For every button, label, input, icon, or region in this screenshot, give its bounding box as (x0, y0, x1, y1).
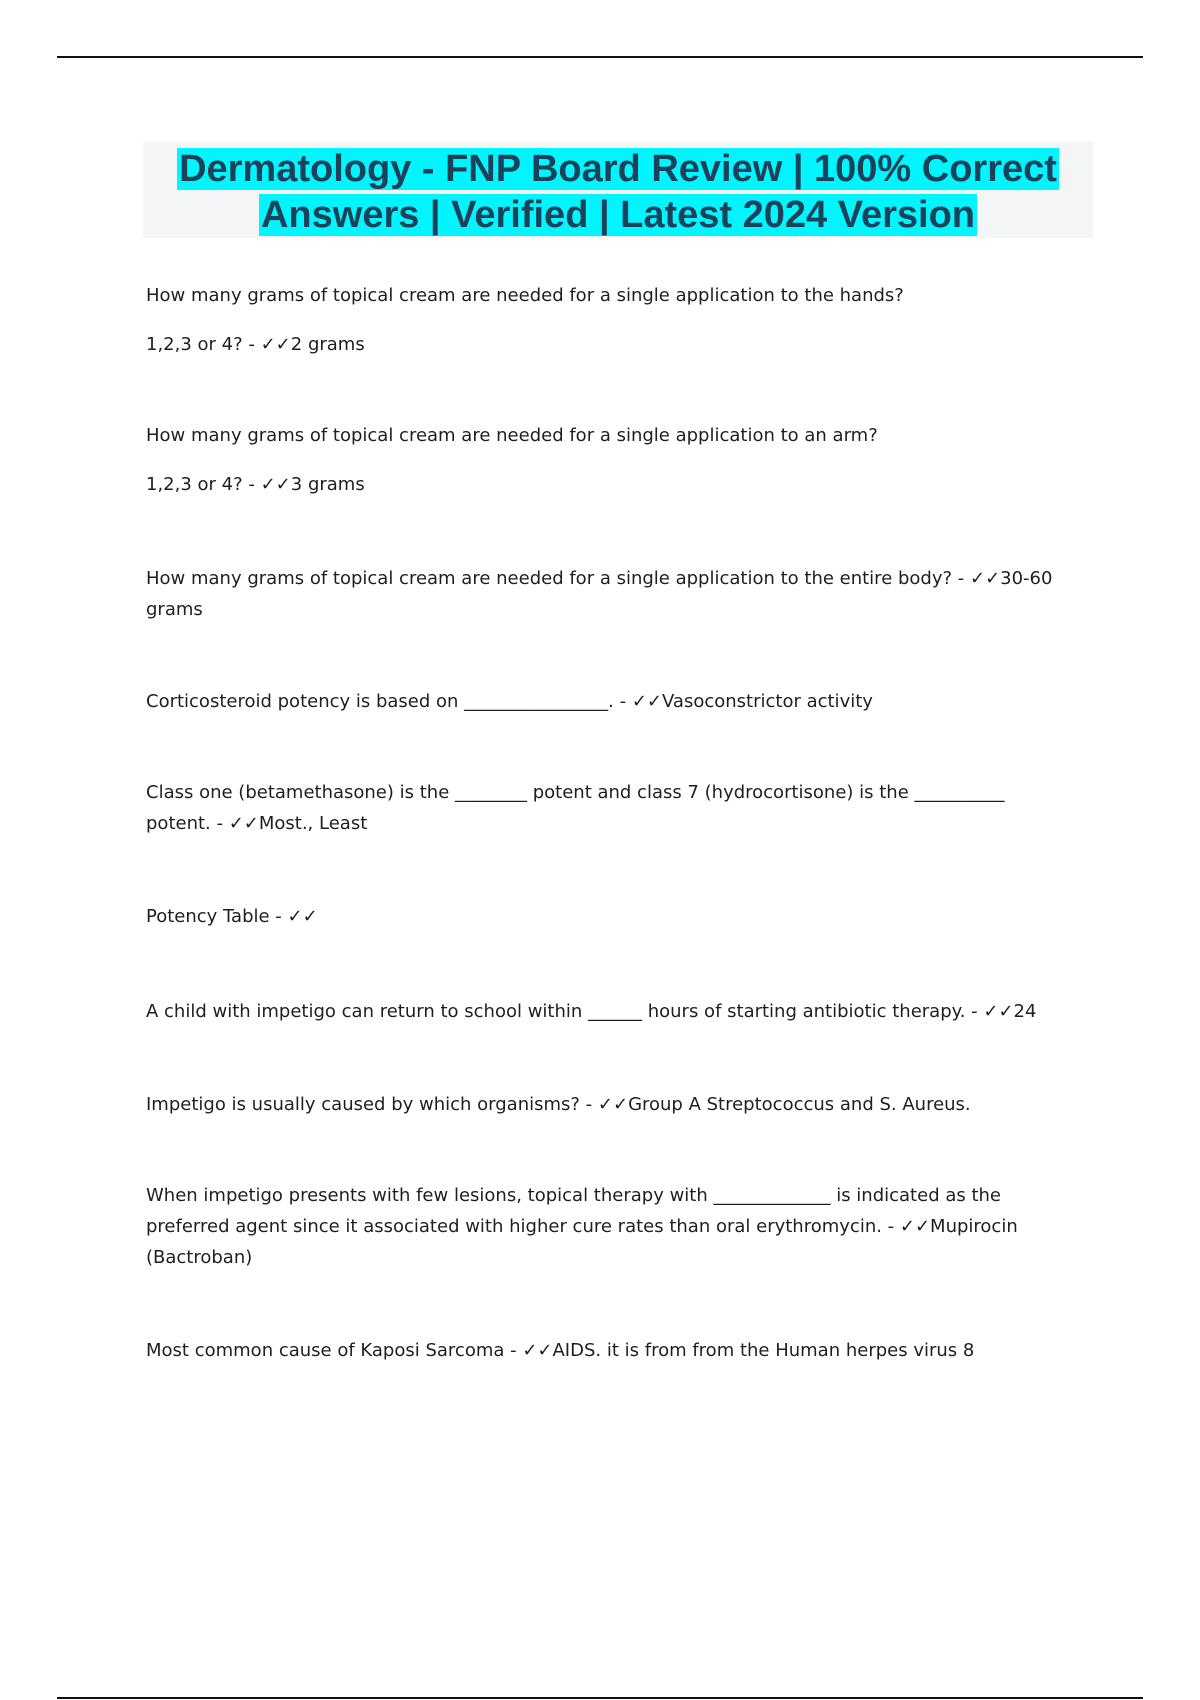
title-line-1: Dermatology - FNP Board Review | 100% Correct (179, 148, 1057, 190)
qa-impetigo-organisms: Impetigo is usually caused by which organisms? - ✓✓Group A Streptococcus and S. Aureus. (146, 1094, 971, 1115)
bottom-rule (57, 1697, 1143, 1699)
document-title (143, 142, 1093, 238)
qa-entire-body: How many grams of topical cream are needed for a single application to the entire body? - ✓✓30-60 grams (146, 568, 1059, 620)
qa-impetigo-school: A child with impetigo can return to school within ______ hours of starting antibiotic therapy. - ✓✓24 (146, 1001, 1037, 1022)
qa-impetigo-topical: When impetigo presents with few lesions, topical therapy with _____________ is indicated as the preferred agent since it associated with higher cure rates than oral erythromycin. - ✓✓Mupirocin (Bactroban) (146, 1185, 1024, 1268)
answer-arm: 1,2,3 or 4? - ✓✓3 grams (146, 474, 365, 495)
question-arm: How many grams of topical cream are needed for a single application to an arm? (146, 425, 878, 446)
qa-kaposi-sarcoma: Most common cause of Kaposi Sarcoma - ✓✓AIDS. it is from from the Human herpes virus 8 (146, 1340, 975, 1361)
qa-corticosteroid-potency: Corticosteroid potency is based on ________________. - ✓✓Vasoconstrictor activity (146, 691, 873, 712)
title-line-2: Answers | Verified | Latest 2024 Version (260, 194, 976, 236)
answer-hands: 1,2,3 or 4? - ✓✓2 grams (146, 334, 365, 355)
qa-potency-table: Potency Table - ✓✓ (146, 906, 318, 927)
question-hands: How many grams of topical cream are needed for a single application to the hands? (146, 285, 904, 306)
top-rule (57, 56, 1143, 58)
qa-class-potency: Class one (betamethasone) is the ________ potent and class 7 (hydrocortisone) is the __________ potent. - ✓✓Most., Least (146, 782, 1011, 834)
title-box (143, 142, 1093, 238)
